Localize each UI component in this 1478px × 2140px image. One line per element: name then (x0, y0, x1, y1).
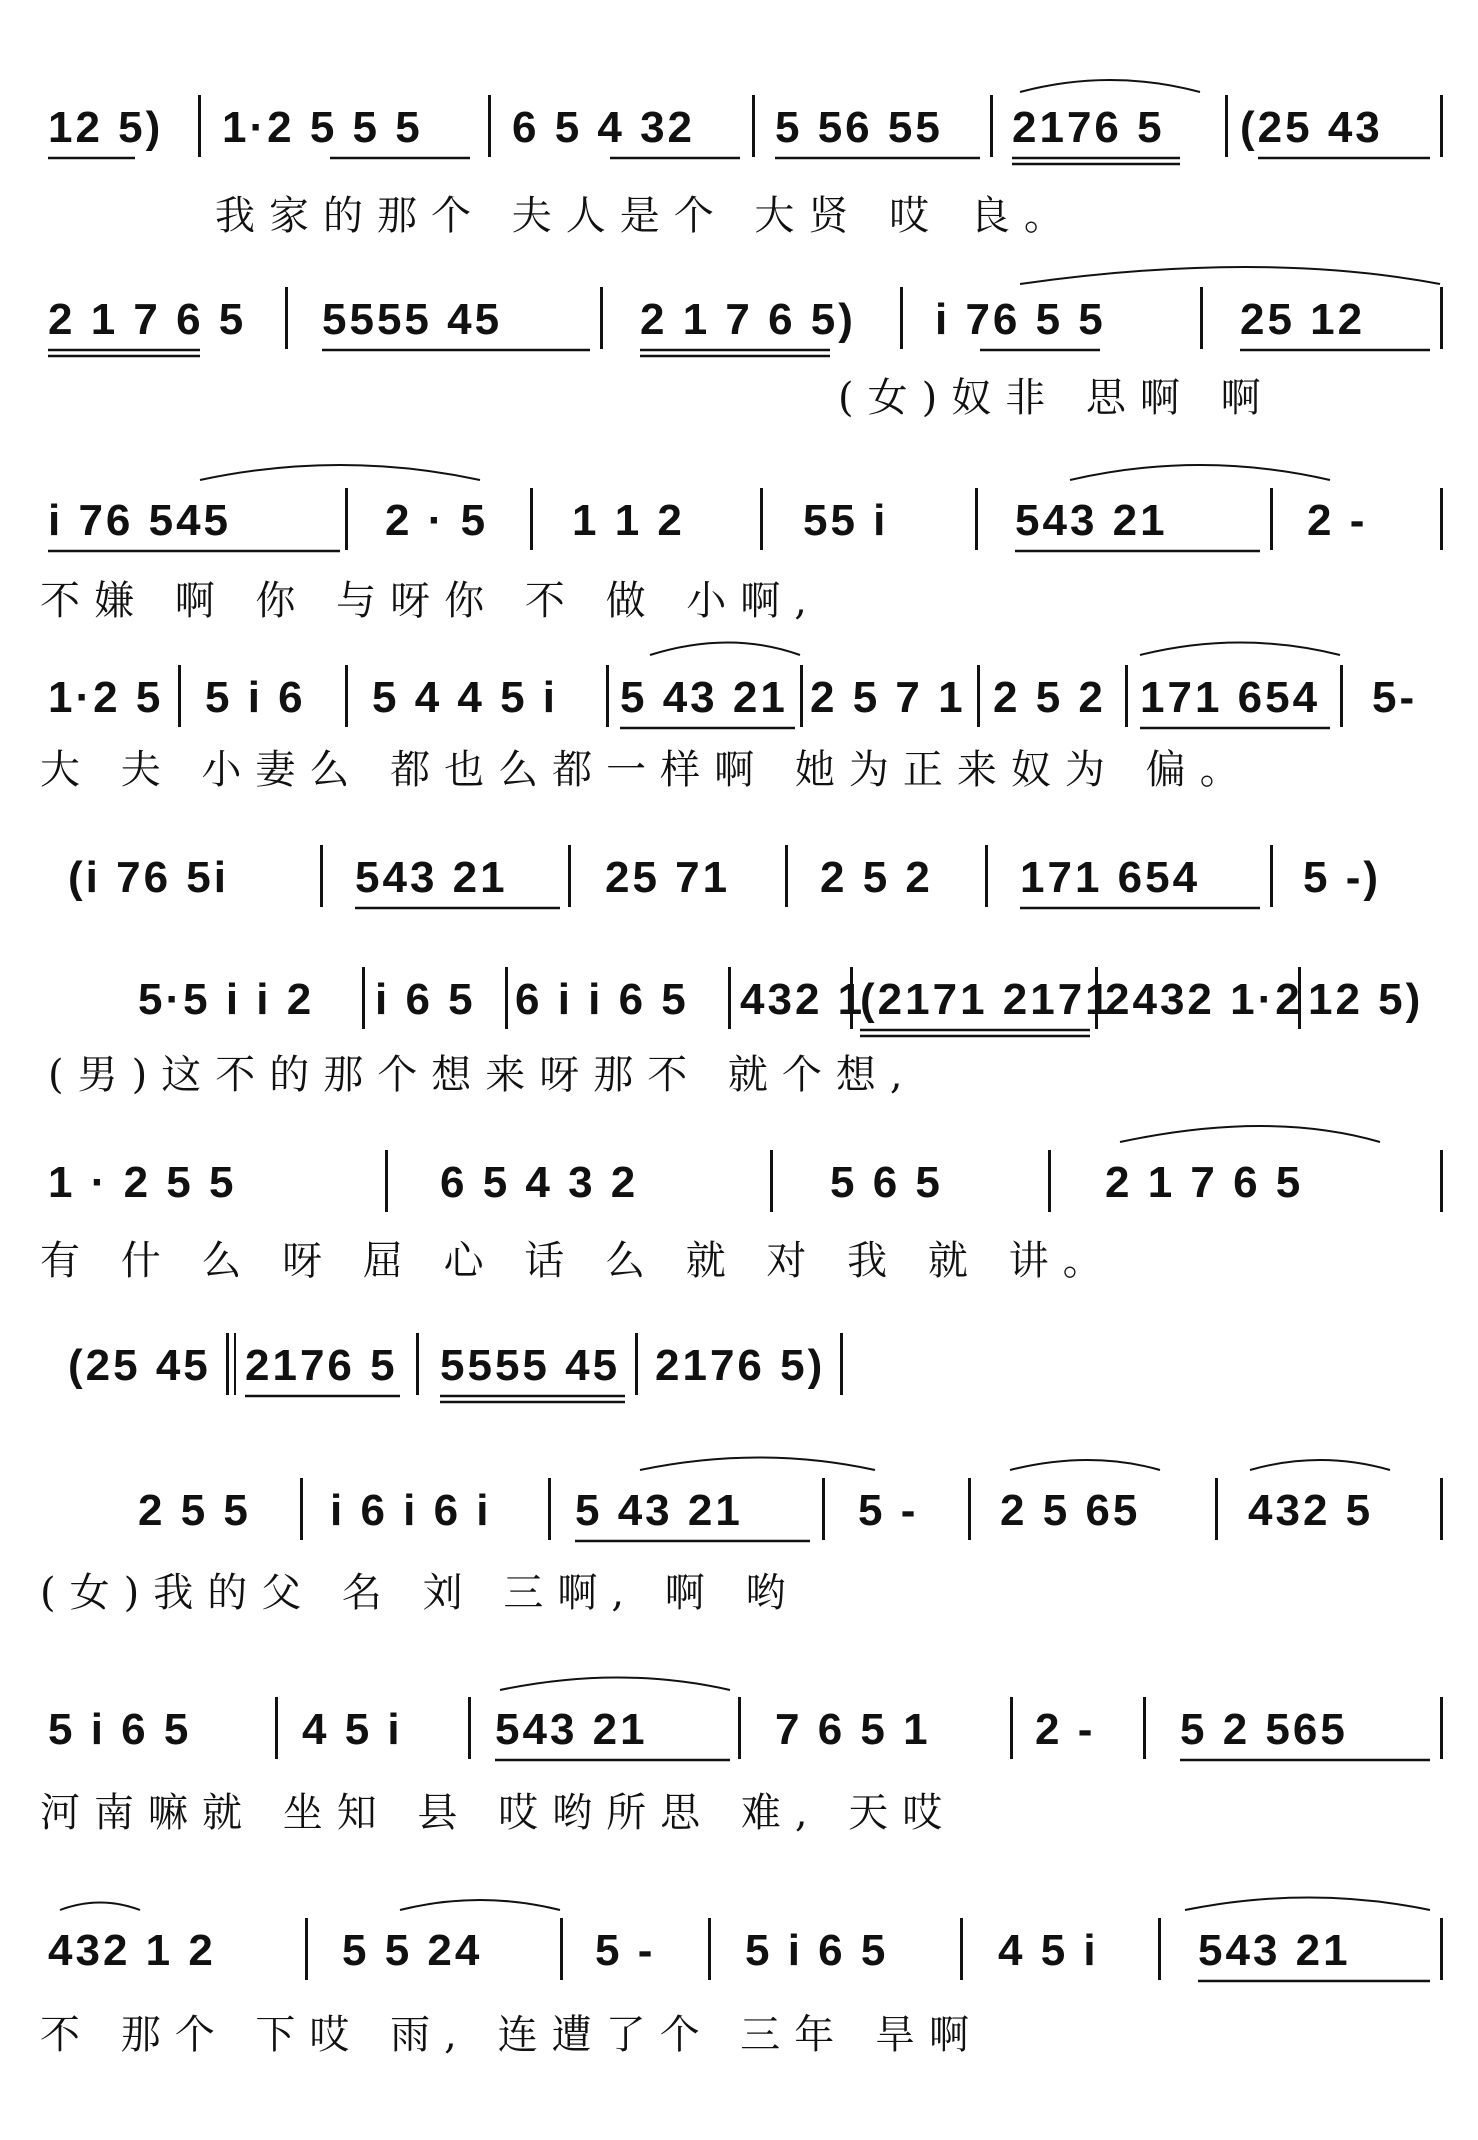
barline (320, 845, 323, 907)
measure: (25 43 (1240, 103, 1383, 152)
measure: 5 i 6 (205, 673, 306, 722)
lyric-line: 不嫌 啊 你 与呀你 不 做 小啊, (40, 578, 822, 624)
barline (822, 1478, 825, 1540)
barline (738, 1697, 741, 1759)
measure: 25 12 (1240, 295, 1366, 344)
lyric-line: 大 夫 小妻么 都也么都一样啊 她为正来奴为 偏。 (40, 747, 1254, 793)
measure: 432 1 2 (48, 1926, 216, 1975)
notation-row (0, 488, 1478, 558)
measure: 12 5) (48, 103, 164, 152)
barline (760, 488, 763, 550)
slur (650, 643, 800, 656)
measure: 5 56 55 (775, 103, 943, 152)
notation-row (0, 287, 1478, 357)
lyric-line: 不 那个 下哎 雨, 连遭了个 三年 旱啊 (40, 2012, 984, 2058)
measure: 6 5 4 32 (512, 103, 696, 152)
slur (1020, 80, 1200, 92)
barline (1225, 95, 1228, 157)
measure: 6 i i 6 5 (515, 975, 689, 1024)
barline (488, 95, 491, 157)
notation-row (0, 1150, 1478, 1220)
measure: 12 5) (1308, 975, 1424, 1024)
barline (178, 665, 181, 727)
measure: 432 1 (740, 975, 866, 1024)
slur (1250, 1460, 1390, 1470)
slur (1010, 1460, 1160, 1470)
lyric-line: (男)这不的那个想来呀那不 就个想, (48, 1052, 917, 1098)
barline (1440, 1150, 1443, 1212)
measure: 5- (1372, 673, 1418, 722)
barline (1270, 488, 1273, 550)
barline (840, 1333, 843, 1395)
barline (300, 1478, 303, 1540)
barline (226, 1333, 229, 1395)
measure: 2176 5 (245, 1341, 398, 1390)
barline (1298, 967, 1301, 1029)
barline (752, 95, 755, 157)
measure: 5 43 21 (575, 1486, 743, 1535)
measure: (2171 2171 (860, 975, 1113, 1024)
measure: 2432 1·2 (1105, 975, 1303, 1024)
measure: 2 · 5 (385, 496, 489, 545)
measure: 543 21 (355, 853, 508, 902)
measure: i 76 5 5 (935, 295, 1106, 344)
notation-row (0, 1697, 1478, 1767)
measure: 5 - (858, 1486, 919, 1535)
measure: 5 2 565 (1180, 1705, 1348, 1754)
barline (1125, 665, 1128, 727)
barline (600, 287, 603, 349)
notation-row (0, 1478, 1478, 1548)
barline (568, 845, 571, 907)
slur (1020, 267, 1440, 284)
measure: 2 5 5 (138, 1486, 251, 1535)
barline (275, 1697, 278, 1759)
measure: (25 45 (68, 1341, 211, 1390)
slur (1120, 1126, 1380, 1142)
notation-row (0, 665, 1478, 735)
measure: 5·5 i i 2 (138, 975, 315, 1024)
barline (305, 1918, 308, 1980)
barline (977, 665, 980, 727)
barline (1215, 1478, 1218, 1540)
measure: 2 - (1035, 1705, 1096, 1754)
measure: i 6 i 6 i (330, 1486, 492, 1535)
barline (345, 488, 348, 550)
measure: 6 5 4 3 2 (440, 1158, 639, 1207)
measure: 543 21 (1015, 496, 1168, 545)
notation-row (0, 1333, 1478, 1403)
barline (1440, 95, 1443, 157)
barline (708, 1918, 711, 1980)
notation-row (0, 1918, 1478, 1988)
barline (1440, 1697, 1443, 1759)
barline (1095, 967, 1098, 1029)
slur (1185, 1898, 1430, 1911)
barline (960, 1918, 963, 1980)
measure: 5 5 24 (342, 1926, 483, 1975)
notation-row (0, 845, 1478, 915)
slur (400, 1900, 560, 1910)
measure: 2 1 7 6 5 (48, 295, 247, 344)
measure: 2176 5 (1012, 103, 1165, 152)
barline (985, 845, 988, 907)
measure: 2 - (1307, 496, 1368, 545)
barline (560, 1918, 563, 1980)
measure: 5 43 21 (620, 673, 788, 722)
measure: 1·2 5 (48, 673, 164, 722)
measure: 2 5 2 (820, 853, 933, 902)
measure: 25 71 (605, 853, 731, 902)
measure: 5 -) (1303, 853, 1381, 902)
measure: i 76 545 (48, 496, 232, 545)
lyric-line: 我家的那个 夫人是个 大贤 哎 良。 (215, 193, 1078, 239)
slur (200, 465, 480, 480)
barline (1048, 1150, 1051, 1212)
measure: 5555 45 (440, 1341, 621, 1390)
barline (285, 287, 288, 349)
barline (785, 845, 788, 907)
slur (1070, 465, 1330, 480)
barline (900, 287, 903, 349)
measure: 2176 5) (655, 1341, 826, 1390)
barline (1340, 665, 1343, 727)
barline (770, 1150, 773, 1212)
barline (975, 488, 978, 550)
barline (606, 665, 609, 727)
measure: i 6 5 (375, 975, 476, 1024)
measure: 2 5 65 (1000, 1486, 1141, 1535)
measure: 2 5 7 1 (810, 673, 966, 722)
barline (1010, 1697, 1013, 1759)
measure: 5 4 4 5 i (372, 673, 559, 722)
barline (345, 665, 348, 727)
barline (1440, 1478, 1443, 1540)
measure: 543 21 (1198, 1926, 1351, 1975)
measure: 1 1 2 (572, 496, 685, 545)
measure: 55 i (803, 496, 889, 545)
slur (1140, 643, 1340, 656)
measure: 1 · 2 5 5 (48, 1158, 237, 1207)
measure: 5 - (595, 1926, 656, 1975)
barline (850, 967, 853, 1029)
barline (1440, 488, 1443, 550)
barline (1440, 287, 1443, 349)
barline (968, 1478, 971, 1540)
barline (1143, 1697, 1146, 1759)
barline (505, 967, 508, 1029)
slur (640, 1458, 875, 1471)
measure: 432 5 (1248, 1486, 1374, 1535)
barline (1158, 1918, 1161, 1980)
barline (1270, 845, 1273, 907)
barline (530, 488, 533, 550)
measure: 5555 45 (322, 295, 503, 344)
measure: 5 i 6 5 (745, 1926, 889, 1975)
barline (198, 95, 201, 157)
barline (468, 1697, 471, 1759)
lyric-line: (女)奴非 思啊 啊 (838, 375, 1275, 421)
lyric-line: 河南嘛就 坐知 县 哎哟所思 难, 天哎 (40, 1790, 957, 1836)
notation-row (0, 967, 1478, 1037)
barline (362, 967, 365, 1029)
measure: 543 21 (495, 1705, 648, 1754)
measure: 7 6 5 1 (775, 1705, 931, 1754)
measure: 4 5 i (302, 1705, 403, 1754)
measure: 2 1 7 6 5 (1105, 1158, 1304, 1207)
measure: 5 6 5 (830, 1158, 943, 1207)
measure: 1·2 5 5 5 (222, 103, 423, 152)
measure: 5 i 6 5 (48, 1705, 192, 1754)
barline (385, 1150, 388, 1212)
measure: 4 5 i (998, 1926, 1099, 1975)
measure: 2 1 7 6 5) (640, 295, 856, 344)
barline (990, 95, 993, 157)
measure: 171 654 (1020, 853, 1201, 902)
barline (548, 1478, 551, 1540)
barline (1440, 1918, 1443, 1980)
notation-row (0, 95, 1478, 165)
barline (416, 1333, 419, 1395)
lyric-line: 有 什 么 呀 屈 心 话 么 就 对 我 就 讲。 (40, 1238, 1117, 1284)
measure: (i 76 5i (68, 853, 229, 902)
barline (635, 1333, 638, 1395)
barline (800, 665, 803, 727)
barline (728, 967, 731, 1029)
barline (1200, 287, 1203, 349)
measure: 171 654 (1140, 673, 1321, 722)
slur (60, 1903, 140, 1911)
slur (500, 1678, 730, 1691)
measure: 2 5 2 (993, 673, 1106, 722)
lyric-line: (女)我的父 名 刘 三啊, 啊 哟 (40, 1570, 800, 1616)
